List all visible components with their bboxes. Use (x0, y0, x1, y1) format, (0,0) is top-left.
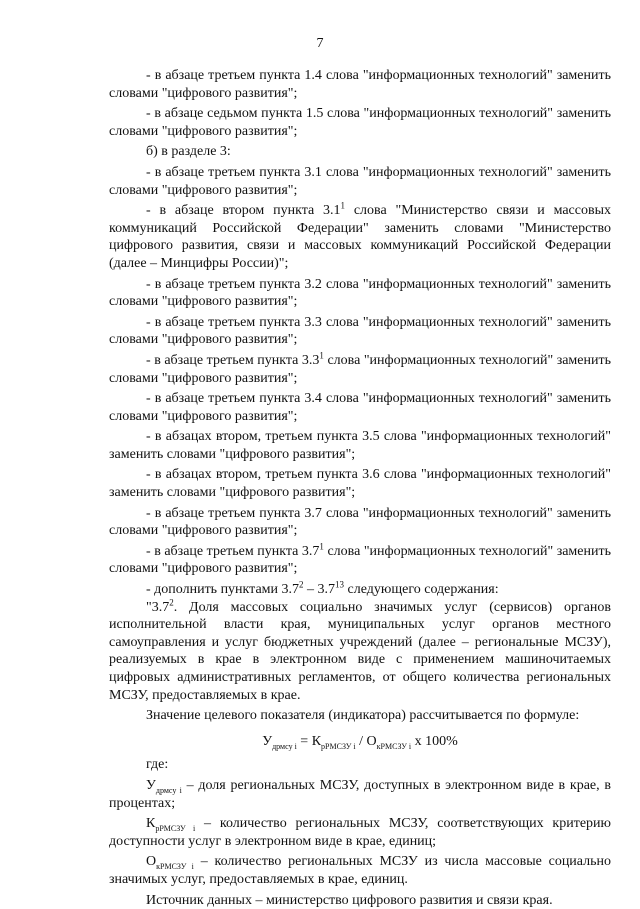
where-label: где: (146, 757, 169, 773)
amendment-item: - в абзацах втором, третьем пункта 3.5 слова "информационных технологий" заменить словами "цифрового развития"; (109, 429, 611, 462)
amendment-item: - в абзаце третьем пункта 3.1 слова "информационных технологий" заменить словами "цифрового развития"; (109, 164, 611, 198)
calculation-intro: Значение целевого показателя (индикатора) рассчитывается по формуле: (146, 708, 580, 724)
definition-item: $О_{кРМСЗУ i}$ – количество региональных МСЗУ из числа массовые социально значимых услуг, предоставляемых в крае, единиц. (109, 854, 612, 887)
amendment-item: - в абзаце третьем пункта 3.7 слова "информационных технологий" заменить словами "цифрового развития"; (109, 505, 611, 539)
page-number: 7 (316, 36, 324, 51)
formula: $У_{дрмсу i} = К_{рРМСЗУ i} / О_{кРМСЗУ i}$ х 100% (262, 733, 458, 751)
amendment-item: - в абзаце третьем пункта 1.4 слова "информационных технологий" заменить словами "цифрового развития"; (109, 68, 611, 101)
amendment-item: - в абзаце третьем пункта 3.2 слова "информационных технологий" заменить словами "цифрового развития"; (109, 276, 611, 310)
definition-item: $У_{дрмсу i}$ – доля региональных МСЗУ, доступных в электронном виде в крае, в процентах; (109, 777, 611, 811)
amendment-item: - в абзаце третьем пункта $3.3^1$ слова "информационных технологий" заменить словами "цифрового развития"; (109, 350, 611, 386)
amendment-item: - в абзаце третьем пункта $3.7^1$ слова "информационных технологий" заменить словами "цифрового развития"; (109, 541, 611, 577)
definition-item: $К_{рРМСЗУ i}$ – количество региональных МСЗУ, соответствующих критерию доступности услуг в электронном виде в крае, единиц; (109, 816, 611, 849)
data-source: Источник данных – министерство цифрового развития и связи края. (146, 892, 553, 908)
document-body (109, 64, 611, 909)
amendment-item: - в абзаце третьем пункта 3.4 слова "информационных технологий" заменить словами "цифрового развития"; (109, 391, 611, 424)
amendment-item: - в абзаце третьем пункта 3.3 слова "информационных технологий" заменить словами "цифрового развития"; (109, 314, 611, 348)
section-heading: б) в разделе 3: (146, 144, 231, 160)
indicator-definition: "$3.7^2$. Доля массовых социально значимых услуг (сервисов) органов исполнительной власти края, муниципальных услуг органов местного самоуправления и услуг бюджетных учреждений (далее – региональные МСЗУ), реализуемых в крае в электронном виде с применением машиночитаемых цифровых административных регламентов, от общего количества региональных МСЗУ, предоставляемых в крае. (109, 596, 611, 703)
amendment-item: - дополнить пунктами $3.7^2 - 3.7^{13}$ следующего содержания: (146, 579, 499, 598)
definition-list (109, 777, 611, 889)
amendment-item: - в абзаце седьмом пункта 1.5 слова "информационных технологий" заменить словами "цифрового развития"; (109, 106, 611, 139)
amendment-item: - в абзаце втором пункта $3.1^1$ слова "Министерство связи и массовых коммуникаций Российской Федерации" заменить словами "Министерство цифрового развития, связи и массовых коммуникаций Российской Федерации (далее – Минцифры России)"; (109, 200, 611, 271)
amendment-item: - в абзацах втором, третьем пункта 3.6 слова "информационных технологий" заменить словами "цифрового развития"; (109, 467, 611, 501)
amendment-list (109, 67, 611, 599)
